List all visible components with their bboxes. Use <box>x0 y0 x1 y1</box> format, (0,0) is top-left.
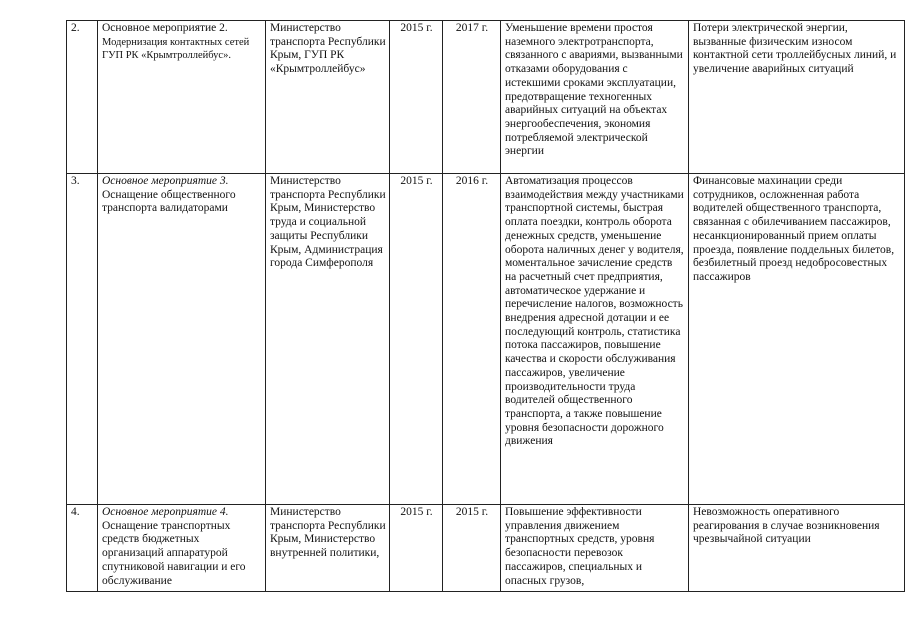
activity-title: Оснащение общественного транспорта валидаторами <box>102 188 236 215</box>
activity-title-prefix: Основное мероприятие 4. <box>102 506 229 518</box>
activity-title: Модернизация контактных сетей ГУП РК «Крымтроллейбус». <box>102 36 250 62</box>
expected-result-text: Повышение эффективности управления движением транспортных средств, уровня безопасности перевозок пассажиров, специальных и опасных грузов, <box>505 506 655 587</box>
executors-cell <box>266 174 390 505</box>
start-year-cell: 2015 г. <box>390 505 443 592</box>
row-number: 3. <box>67 174 98 505</box>
activity-title-prefix: Основное мероприятие 2. <box>102 22 228 34</box>
consequences-cell <box>689 505 905 592</box>
activity-title: Оснащение транспортных средств бюджетных организаций аппаратурой спутниковой навигации и его обслуживание <box>102 519 246 587</box>
expected-result-cell <box>501 21 689 174</box>
start-year-cell: 2015 г. <box>390 21 443 174</box>
executors-text: Министерство транспорта Республики Крым, ГУП РК «Крымтроллейбус» <box>270 22 386 76</box>
consequences-text: Финансовые махинации среди сотрудников, осложненная работа водителей общественного транспорта, связанная с обилечиванием пассажиров, несанкционированный прием оплаты проезда, появление поддельных билетов, безбилетный проезд недобросовестных пассажиров <box>693 175 895 283</box>
consequences-text: Невозможность оперативного реагирования в случае возникновения чрезвычайной ситуации <box>693 506 880 546</box>
expected-result-text: Уменьшение времени простоя наземного электротранспорта, связанного с авариями, вызванными отказами оборудования с истекшими сроками эксплуатации, предотвращение техногенных аварийных ситуаций на объектах энергообеспечения, экономия потребляемой электрической энергии <box>505 22 683 158</box>
end-year-cell: 2017 г. <box>443 21 501 174</box>
end-year-cell: 2015 г. <box>443 505 501 592</box>
expected-result-cell <box>501 505 689 592</box>
activity-title-prefix: Основное мероприятие 3. <box>102 175 229 187</box>
expected-result-cell <box>501 174 689 505</box>
start-year-cell: 2015 г. <box>390 174 443 505</box>
table-row <box>67 174 905 505</box>
expected-result-text: Автоматизация процессов взаимодействия между участниками транспортной системы, быстрая оплата поездки, контроль оборота денежных средств, уменьшение оборота наличных денег у водителя, моментальное зачисление средств на расчетный счет предприятия, автоматическое удержание и перечисление налогов, возможность внедрения адресной дотации и ее последующий контроль, статистика потока пассажиров, повышение качества и скорости обслуживания пассажиров, увеличение производительности труда водителей общественного транспорта, а также повышение уровня безопасности дорожного движения <box>505 175 684 448</box>
end-year-cell: 2016 г. <box>443 174 501 505</box>
row-number: 2. <box>67 21 98 174</box>
activity-title-cell <box>98 505 266 592</box>
executors-cell <box>266 21 390 174</box>
consequences-cell <box>689 21 905 174</box>
program-activities-table <box>66 20 905 592</box>
activity-title-cell <box>98 21 266 174</box>
activity-title-cell <box>98 174 266 505</box>
table-row <box>67 505 905 592</box>
executors-text: Министерство транспорта Республики Крым, Министерство внутренней политики, <box>270 506 386 560</box>
row-number: 4. <box>67 505 98 592</box>
table-row <box>67 21 905 174</box>
executors-text: Министерство транспорта Республики Крым, Министерство труда и социальной защиты Республики Крым, Администрация города Симферополя <box>270 175 386 270</box>
consequences-cell <box>689 174 905 505</box>
executors-cell <box>266 505 390 592</box>
consequences-text: Потери электрической энергии, вызванные физическим износом контактной сети троллейбусных линий, и увеличение аварийных ситуаций <box>693 22 897 76</box>
